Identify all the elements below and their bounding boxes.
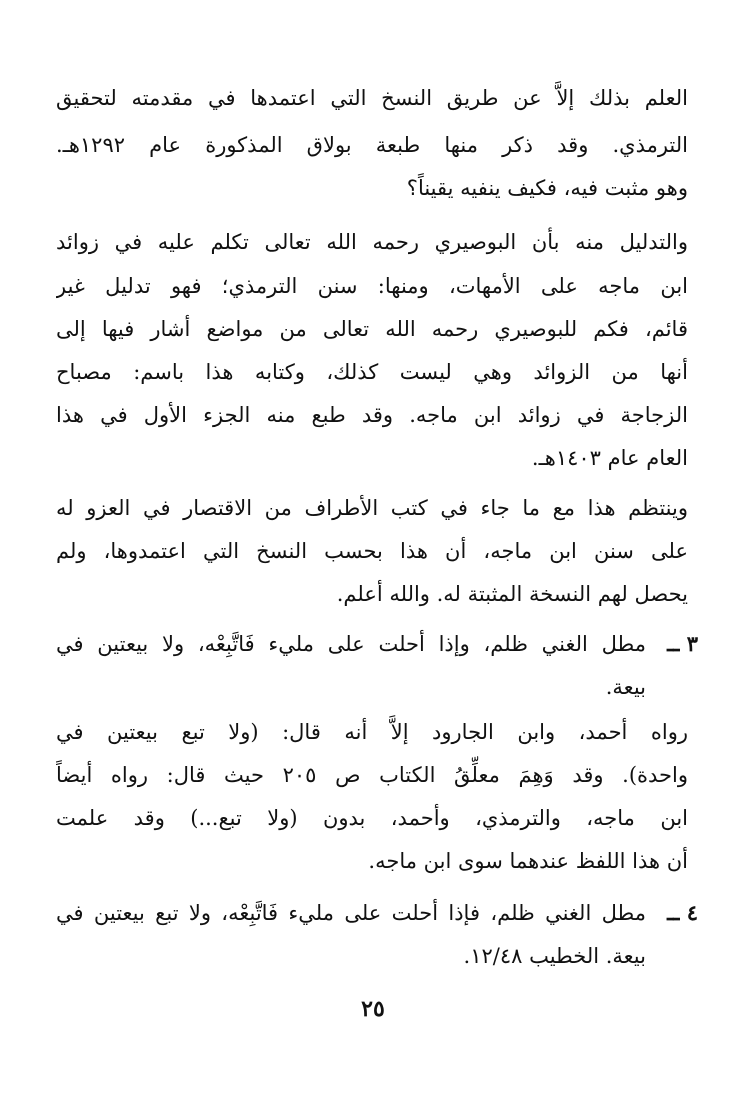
text-line: والتدليل منه بأن البوصيري رحمه الله تعالى تكلم عليه في زوائد [56, 230, 688, 254]
text-line: مطل الغني ظلم، فإذا أحلت على مليء فَاتَّبِعْه، ولا تبع بيعتين في [56, 901, 646, 925]
text-line: أن هذا اللفظ عندهما سوى ابن ماجه. [368, 849, 688, 873]
text-line: وهو مثبت فيه، فكيف ينفيه يقيناً؟ [406, 176, 688, 200]
text-line: ابن ماجه، والترمذي، وأحمد، بدون (ولا تبع...) وقد علمت [56, 806, 688, 830]
text-line: يحصل لهم النسخة المثبتة له. والله أعلم. [336, 582, 688, 606]
text-line: الترمذي. وقد ذكر منها طبعة بولاق المذكورة عام ١٢٩٢هـ. [56, 133, 688, 157]
item-number: ٣ ــ [667, 631, 698, 656]
text-line: رواه أحمد، وابن الجارود إلاَّ أنه قال: (ولا تبع بيعتين في [56, 720, 688, 744]
text-line: ابن ماجه على الأمهات، ومنها: سنن الترمذي؛ فهو تدليل غير [56, 274, 688, 298]
text-line: قائم، فكم للبوصيري رحمه الله تعالى من مواضع أشار فيها إلى [56, 317, 688, 341]
item-number: ٤ ــ [667, 900, 698, 925]
text-line: وينتظم هذا مع ما جاء في كتب الأطراف من الاقتصار في العزو له [56, 496, 688, 520]
text-line: على سنن ابن ماجه، أن هذا بحسب النسخ التي اعتمدوها، ولم [56, 539, 688, 563]
page-number: ٢٥ [361, 996, 385, 1022]
text-line: الزجاجة في زوائد ابن ماجه. وقد طبع منه الجزء الأول في هذا [56, 403, 688, 427]
text-line: واحدة). وقد وَهِمَ معلِّقُ الكتاب ص ٢٠٥ حيث قال: رواه أيضاً [56, 763, 688, 787]
text-line: أنها من الزوائد وهي ليست كذلك، وكتابه هذا باسم: مصباح [56, 360, 688, 384]
text-line: بيعة. الخطيب ١٢/٤٨. [463, 944, 646, 968]
text-line: بيعة. [605, 675, 646, 699]
text-line: العام عام ١٤٠٣هـ. [531, 446, 688, 470]
text-line: العلم بذلك إلاَّ عن طريق النسخ التي اعتمدها في مقدمته لتحقيق [56, 86, 688, 110]
text-line: مطل الغني ظلم، وإذا أحلت على مليء فَاتَّبِعْه، ولا بيعتين في [56, 632, 646, 656]
